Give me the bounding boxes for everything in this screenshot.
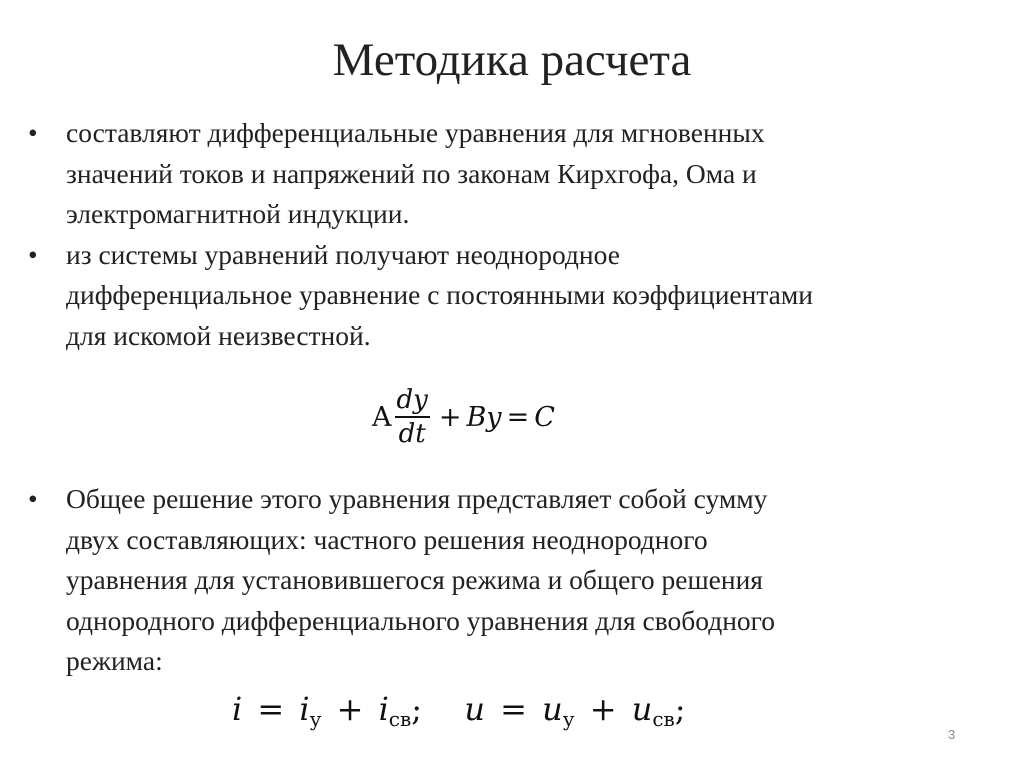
formula-equals: = <box>506 401 530 433</box>
formula-plus: + <box>438 401 462 433</box>
fraction-numerator: dy <box>396 385 428 416</box>
bullet-item-2 <box>28 235 988 357</box>
bullet-line: составляют дифференциальные уравнения для мгновенных <box>66 117 765 148</box>
bullet-dot: • <box>28 117 38 148</box>
formula-equals: = <box>500 690 527 728</box>
bullet-line: дифференциальное уравнение с постоянными коэффициентами <box>66 279 814 311</box>
formula-separator: ; <box>411 690 423 728</box>
formula-subscript: св <box>388 707 412 731</box>
bullet-line: из системы уравнений получают неоднородное <box>66 238 620 270</box>
formula-var: i <box>299 690 310 728</box>
formula-plus: + <box>589 690 617 728</box>
formula-fraction <box>395 384 430 450</box>
formula-subscript: у <box>562 707 575 731</box>
formula-var: u <box>464 690 485 728</box>
bullet-item-1 <box>28 113 988 235</box>
formula-subscript: св <box>652 707 675 731</box>
bullet-dot: • <box>28 483 38 514</box>
formula-var: i <box>378 690 389 728</box>
bullet-line: Общее решение этого уравнения представляет собой сумму <box>66 483 768 514</box>
bullet-line: для искомой неизвестной. <box>66 319 371 351</box>
formula-coefficient: A <box>372 401 392 433</box>
formula-subscript: у <box>309 707 322 731</box>
bullet-list-top <box>28 113 988 357</box>
formula-term: By <box>466 401 502 433</box>
bullet-list-bottom <box>28 479 988 682</box>
bullet-line: режима: <box>66 645 163 677</box>
bullet-line: уравнения для установившегося режима и общего решения <box>66 564 763 596</box>
formula-equals: = <box>257 690 285 728</box>
formula-end: ; <box>674 690 686 728</box>
formula-var: u <box>631 690 653 728</box>
bullet-line: значений токов и напряжений по законам Кирхгофа, Ома и <box>66 157 757 189</box>
bullet-line: двух составляющих: частного решения неоднородного <box>66 523 708 555</box>
formula-var: i <box>232 690 243 728</box>
bullet-line: однородного дифференциального уравнения для свободного <box>66 604 776 636</box>
formula-plus: + <box>336 690 364 728</box>
differential-equation-formula <box>372 377 555 457</box>
page-number: 3 <box>948 727 956 742</box>
bullet-dot: • <box>28 238 38 270</box>
solution-formula <box>232 686 686 732</box>
bullet-item-3 <box>28 479 988 682</box>
formula-var: u <box>542 690 563 728</box>
bullet-line: электромагнитной индукции. <box>66 198 410 230</box>
slide-title: Методика расчета <box>332 34 692 86</box>
fraction-denominator: dt <box>398 418 426 449</box>
formula-rhs: C <box>534 401 555 433</box>
